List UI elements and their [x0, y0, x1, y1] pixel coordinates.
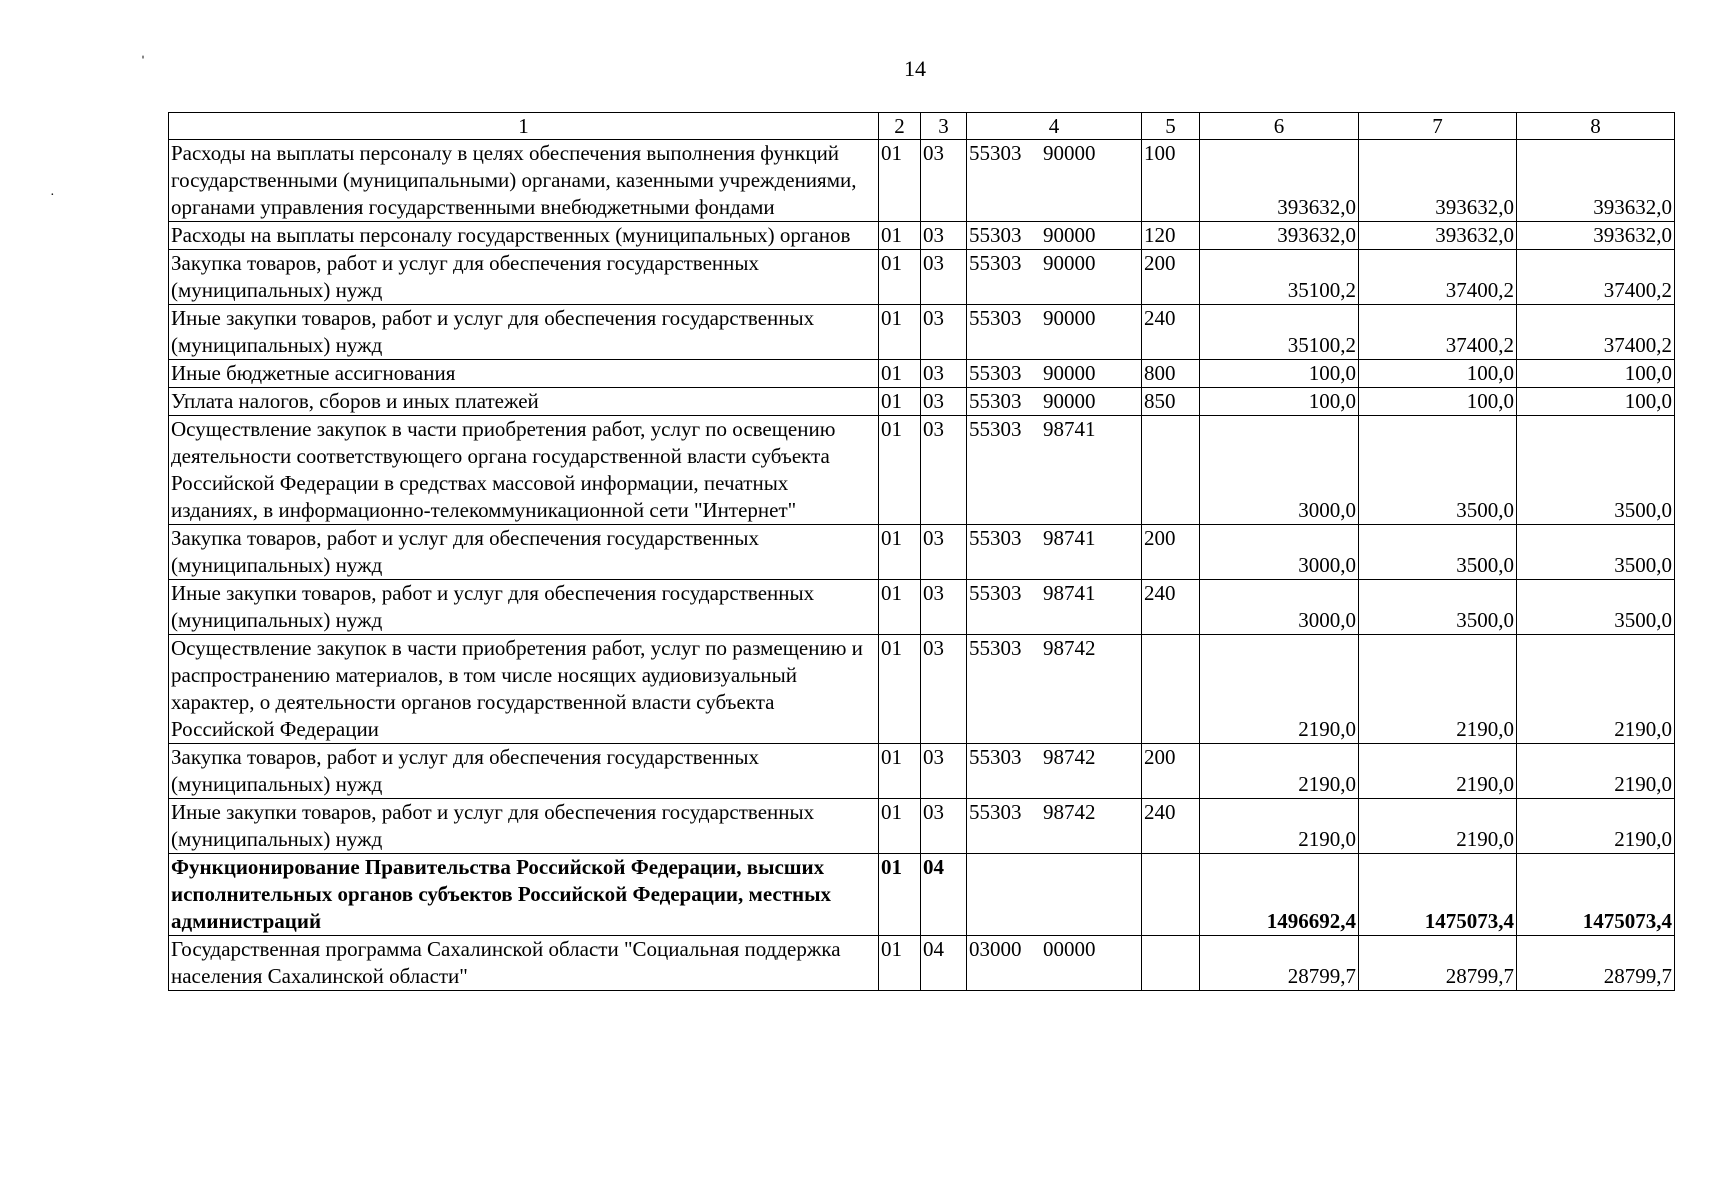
- amount-year-1: 393632,0: [1200, 140, 1359, 222]
- target-article-part2: 98741: [1043, 417, 1096, 441]
- row-name: Закупка товаров, работ и услуг для обеспечения государственных (муниципальных) нужд: [169, 525, 879, 580]
- table-row: [169, 360, 1675, 388]
- row-name: Расходы на выплаты персоналу государственных (муниципальных) органов: [169, 222, 879, 250]
- target-article-part1: 55303: [969, 800, 1022, 824]
- target-article-code: [967, 936, 1142, 991]
- expense-type-code: 200: [1142, 525, 1200, 580]
- target-article-part2: 90000: [1043, 223, 1096, 247]
- row-name: Осуществление закупок в части приобретения работ, услуг по размещению и распространению материалов, в том числе носящих аудиовизуальный характер, о деятельности органов государственной власти субъекта Российской Федерации: [169, 635, 879, 744]
- target-article-part2: 98741: [1043, 526, 1096, 550]
- target-article-part1: 55303: [969, 223, 1022, 247]
- amount-year-1: 3000,0: [1200, 580, 1359, 635]
- scan-mark: ˈ: [140, 52, 146, 72]
- header-cell: 6: [1200, 113, 1359, 140]
- target-article-code: [967, 250, 1142, 305]
- row-name: Уплата налогов, сборов и иных платежей: [169, 388, 879, 416]
- amount-year-2: 100,0: [1359, 388, 1517, 416]
- row-name: Закупка товаров, работ и услуг для обеспечения государственных (муниципальных) нужд: [169, 744, 879, 799]
- target-article-code: [967, 416, 1142, 525]
- expense-type-code: 240: [1142, 580, 1200, 635]
- target-article-part1: 55303: [969, 636, 1022, 660]
- subsection-code: 03: [921, 416, 967, 525]
- section-code: 01: [879, 580, 921, 635]
- amount-year-3: 3500,0: [1517, 580, 1675, 635]
- amount-year-3: 100,0: [1517, 360, 1675, 388]
- target-article-code: [967, 635, 1142, 744]
- expense-type-code: 240: [1142, 305, 1200, 360]
- header-cell: 4: [967, 113, 1142, 140]
- table-row: [169, 416, 1675, 525]
- section-code: 01: [879, 140, 921, 222]
- amount-year-3: 3500,0: [1517, 416, 1675, 525]
- table-row: [169, 388, 1675, 416]
- target-article-code: [967, 799, 1142, 854]
- target-article-code: [967, 360, 1142, 388]
- section-code: 01: [879, 250, 921, 305]
- amount-year-2: 100,0: [1359, 360, 1517, 388]
- amount-year-1: 2190,0: [1200, 744, 1359, 799]
- target-article-part2: 90000: [1043, 251, 1096, 275]
- target-article-part2: 00000: [1043, 937, 1096, 961]
- header-cell: 7: [1359, 113, 1517, 140]
- target-article-code: [967, 305, 1142, 360]
- section-code: 01: [879, 360, 921, 388]
- section-code: 01: [879, 222, 921, 250]
- table-row: [169, 305, 1675, 360]
- table-row: [169, 854, 1675, 936]
- target-article-part1: 55303: [969, 745, 1022, 769]
- amount-year-2: 2190,0: [1359, 744, 1517, 799]
- target-article-part2: 90000: [1043, 361, 1096, 385]
- row-name: Иные закупки товаров, работ и услуг для обеспечения государственных (муниципальных) нужд: [169, 580, 879, 635]
- section-code: 01: [879, 388, 921, 416]
- expense-type-code: 100: [1142, 140, 1200, 222]
- amount-year-1: 35100,2: [1200, 250, 1359, 305]
- amount-year-1: 2190,0: [1200, 799, 1359, 854]
- header-cell: 1: [169, 113, 879, 140]
- amount-year-3: 2190,0: [1517, 799, 1675, 854]
- table-row: [169, 250, 1675, 305]
- expense-type-code: [1142, 854, 1200, 936]
- header-cell: 5: [1142, 113, 1200, 140]
- subsection-code: 03: [921, 360, 967, 388]
- header-row: [169, 113, 1675, 140]
- target-article-part2: 90000: [1043, 306, 1096, 330]
- header-cell: 3: [921, 113, 967, 140]
- table-body: [169, 140, 1675, 991]
- expense-type-code: 850: [1142, 388, 1200, 416]
- amount-year-1: 3000,0: [1200, 416, 1359, 525]
- table-row: [169, 936, 1675, 991]
- amount-year-1: 2190,0: [1200, 635, 1359, 744]
- target-article-code: [967, 140, 1142, 222]
- table-row: [169, 635, 1675, 744]
- target-article-part1: 55303: [969, 361, 1022, 385]
- row-name: Иные закупки товаров, работ и услуг для обеспечения государственных (муниципальных) нужд: [169, 305, 879, 360]
- section-code: 01: [879, 416, 921, 525]
- amount-year-2: 28799,7: [1359, 936, 1517, 991]
- target-article-part1: 55303: [969, 141, 1022, 165]
- subsection-code: 03: [921, 222, 967, 250]
- amount-year-2: 393632,0: [1359, 140, 1517, 222]
- expense-type-code: 800: [1142, 360, 1200, 388]
- target-article-part1: 55303: [969, 389, 1022, 413]
- header-cell: 2: [879, 113, 921, 140]
- amount-year-1: 3000,0: [1200, 525, 1359, 580]
- amount-year-3: 100,0: [1517, 388, 1675, 416]
- table-row: [169, 525, 1675, 580]
- header-cell: 8: [1517, 113, 1675, 140]
- expense-type-code: [1142, 635, 1200, 744]
- table-row: [169, 140, 1675, 222]
- subsection-code: 03: [921, 388, 967, 416]
- subsection-code: 03: [921, 140, 967, 222]
- subsection-code: 03: [921, 305, 967, 360]
- section-code: 01: [879, 854, 921, 936]
- page-number: 14: [904, 56, 926, 81]
- target-article-code: [967, 222, 1142, 250]
- subsection-code: 03: [921, 744, 967, 799]
- subsection-code: 03: [921, 799, 967, 854]
- amount-year-2: 3500,0: [1359, 580, 1517, 635]
- subsection-code: 03: [921, 580, 967, 635]
- target-article-part1: 55303: [969, 581, 1022, 605]
- target-article-code: [967, 525, 1142, 580]
- target-article-part2: 98742: [1043, 745, 1096, 769]
- target-article-part1: 55303: [969, 251, 1022, 275]
- amount-year-3: 1475073,4: [1517, 854, 1675, 936]
- amount-year-1: 393632,0: [1200, 222, 1359, 250]
- amount-year-3: 28799,7: [1517, 936, 1675, 991]
- expense-type-code: [1142, 936, 1200, 991]
- table-row: [169, 799, 1675, 854]
- expense-type-code: 200: [1142, 744, 1200, 799]
- target-article-part1: 55303: [969, 306, 1022, 330]
- expense-type-code: 120: [1142, 222, 1200, 250]
- section-code: 01: [879, 305, 921, 360]
- row-name: Осуществление закупок в части приобретения работ, услуг по освещению деятельности соответствующего органа государственной власти субъекта Российской Федерации в средствах массовой информации, печатных изданиях, в информационно-телекоммуникационной сети "Интернет": [169, 416, 879, 525]
- target-article-code: [967, 580, 1142, 635]
- amount-year-2: 2190,0: [1359, 799, 1517, 854]
- amount-year-2: 3500,0: [1359, 416, 1517, 525]
- target-article-part2: 90000: [1043, 389, 1096, 413]
- section-code: 01: [879, 936, 921, 991]
- amount-year-2: 37400,2: [1359, 250, 1517, 305]
- target-article-part2: 98742: [1043, 800, 1096, 824]
- target-article-part2: 90000: [1043, 141, 1096, 165]
- target-article-code: [967, 854, 1142, 936]
- expense-type-code: [1142, 416, 1200, 525]
- target-article-part1: 55303: [969, 526, 1022, 550]
- table-row: [169, 744, 1675, 799]
- target-article-part1: 55303: [969, 417, 1022, 441]
- amount-year-1: 1496692,4: [1200, 854, 1359, 936]
- table-row: [169, 580, 1675, 635]
- target-article-part1: 03000: [969, 937, 1022, 961]
- amount-year-3: 37400,2: [1517, 305, 1675, 360]
- amount-year-2: 3500,0: [1359, 525, 1517, 580]
- amount-year-3: 2190,0: [1517, 744, 1675, 799]
- row-name: Функционирование Правительства Российской Федерации, высших исполнительных органов субъектов Российской Федерации, местных администраций: [169, 854, 879, 936]
- budget-table: [168, 112, 1675, 991]
- subsection-code: 04: [921, 936, 967, 991]
- subsection-code: 03: [921, 635, 967, 744]
- target-article-part2: 98741: [1043, 581, 1096, 605]
- amount-year-1: 100,0: [1200, 388, 1359, 416]
- target-article-code: [967, 744, 1142, 799]
- amount-year-2: 37400,2: [1359, 305, 1517, 360]
- amount-year-2: 2190,0: [1359, 635, 1517, 744]
- subsection-code: 03: [921, 525, 967, 580]
- table-row: [169, 222, 1675, 250]
- row-name: Расходы на выплаты персоналу в целях обеспечения выполнения функций государственными (муниципальными) органами, казенными учреждениями, органами управления государственными внебюджетными фондами: [169, 140, 879, 222]
- target-article-code: [967, 388, 1142, 416]
- scan-mark: ·: [50, 188, 55, 203]
- row-name: Государственная программа Сахалинской области "Социальная поддержка населения Сахалинской области": [169, 936, 879, 991]
- row-name: Иные закупки товаров, работ и услуг для обеспечения государственных (муниципальных) нужд: [169, 799, 879, 854]
- amount-year-2: 1475073,4: [1359, 854, 1517, 936]
- amount-year-1: 100,0: [1200, 360, 1359, 388]
- amount-year-3: 37400,2: [1517, 250, 1675, 305]
- expense-type-code: 240: [1142, 799, 1200, 854]
- section-code: 01: [879, 744, 921, 799]
- target-article-part2: 98742: [1043, 636, 1096, 660]
- subsection-code: 03: [921, 250, 967, 305]
- subsection-code: 04: [921, 854, 967, 936]
- amount-year-3: 393632,0: [1517, 222, 1675, 250]
- row-name: Закупка товаров, работ и услуг для обеспечения государственных (муниципальных) нужд: [169, 250, 879, 305]
- amount-year-1: 35100,2: [1200, 305, 1359, 360]
- expense-type-code: 200: [1142, 250, 1200, 305]
- row-name: Иные бюджетные ассигнования: [169, 360, 879, 388]
- amount-year-3: 393632,0: [1517, 140, 1675, 222]
- amount-year-2: 393632,0: [1359, 222, 1517, 250]
- amount-year-1: 28799,7: [1200, 936, 1359, 991]
- amount-year-3: 2190,0: [1517, 635, 1675, 744]
- section-code: 01: [879, 635, 921, 744]
- section-code: 01: [879, 799, 921, 854]
- section-code: 01: [879, 525, 921, 580]
- amount-year-3: 3500,0: [1517, 525, 1675, 580]
